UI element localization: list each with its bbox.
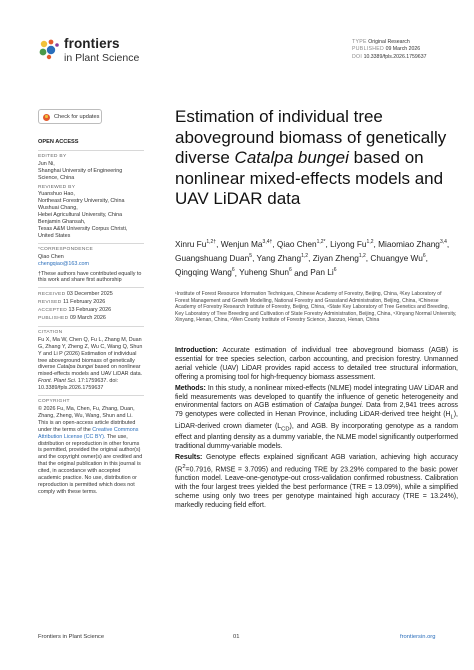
results-text: =0.7916, RMSE = 3.7095) and reducing TRE by 23.29% compared to the basic power function model. Leave-one-genotype-out cross-validation confirmed robustness. Calibration with the four largest trees yielded the best performance (TRE = 13.09%), while a simplified scheme using only two trees per genotype maintained high accuracy (TRE = 13.24%), markedly reducing field effort. bbox=[175, 465, 458, 509]
received-label: RECEIVED bbox=[38, 292, 66, 298]
author-affiliation-marker: 1,2 bbox=[366, 239, 374, 245]
type-key: TYPE bbox=[352, 39, 367, 45]
footer-page-number: 01 bbox=[233, 634, 240, 640]
published-value: 09 March 2026 bbox=[385, 46, 421, 53]
published-label: PUBLISHED bbox=[38, 316, 69, 322]
citation-label: CITATION bbox=[38, 329, 63, 335]
author-name: Guangshuang Duan bbox=[175, 253, 250, 264]
author-affiliation-marker: 6 bbox=[231, 267, 235, 274]
equal-contribution-note: †These authors have contributed equally to this work and share first authorship bbox=[38, 270, 142, 284]
brand-name: frontiers bbox=[64, 36, 120, 51]
author-name: Qiao Chen bbox=[276, 238, 317, 249]
author[interactable] bbox=[310, 267, 336, 277]
author[interactable] bbox=[257, 253, 309, 263]
author[interactable] bbox=[313, 253, 366, 263]
edited-by-label: EDITED BY bbox=[38, 153, 67, 159]
abstract-methods bbox=[175, 385, 458, 452]
methods-text: Data from 2,941 trees across 79 genotypes were collected in Henan Province, including LiDAR-derived tree height (H bbox=[175, 402, 459, 419]
results-label: Results: bbox=[175, 453, 203, 461]
author-affiliation-marker: 6 bbox=[333, 267, 337, 274]
received-date: 03 December 2025 bbox=[66, 291, 113, 298]
check-for-updates-button[interactable] bbox=[38, 109, 102, 124]
author-affiliation-marker: 3,4 bbox=[439, 239, 447, 245]
author[interactable] bbox=[370, 253, 425, 263]
frontiers-logo-icon bbox=[38, 38, 60, 60]
citation-species: Catalpa bungei bbox=[56, 364, 94, 371]
author[interactable] bbox=[175, 253, 252, 263]
title-species: Catalpa bungei bbox=[234, 148, 349, 168]
citation-authors: Fu X, Ma W, Chen Q, Fu L, Zhang M, Duan G, Zhang Y, Zheng Z, Wu C, Wang Q, Shun Y and Li P (2026) Estimation of individual tree aboveground biomass of genetically diverse bbox=[38, 336, 143, 371]
author-name: Yuheng Shun bbox=[239, 267, 289, 278]
accepted-label: ACCEPTED bbox=[38, 308, 68, 314]
check-updates-icon bbox=[43, 114, 50, 121]
citation-journal: Front. Plant Sci. bbox=[38, 378, 77, 385]
author-affiliation-marker: 5 bbox=[249, 253, 253, 260]
copyright-post: The use, distribution or reproduction in other forums is permitted, provided the original author(s) and the copyright owner(s) are credited and that the original publication in this journal is cited, in accordance with accepted academic practice. No use, distribution or reproduction is permitted which does not comply with these terms. bbox=[38, 433, 143, 495]
author[interactable] bbox=[378, 239, 447, 249]
methods-label: Methods: bbox=[175, 384, 206, 392]
author-name: Xinru Fu bbox=[175, 238, 207, 249]
author-list: Xinru $Fu^{1,2\dagger}$, Wenjun $Ma^{3,4\dagger}$, Qiao Chen$^{1,2*}$, Liyong Fu$^{1,2}$, Miaomiao Zhang$^{3,4}$, Guangshuang Duan$^5$, Yang Zhang$^{1,2}$, Ziyan Zheng$^{1,2}$, Chuangye Wu$^6$, Qingqing Wang$^6$, Yuheng Shun$^6$ and Pan Li$^6$ bbox=[175, 238, 450, 278]
author-name: Ziyan Zheng bbox=[312, 253, 359, 264]
reviewer-affiliation: Texas A&M University Corpus Christi, United States bbox=[38, 225, 128, 239]
results-text: Genotype effects explained significant AGB variation, achieving high accuracy (R bbox=[175, 453, 458, 473]
editor-name: Jun Ni, bbox=[38, 160, 55, 167]
author-name: Chuangye Wu bbox=[370, 253, 423, 264]
abstract-results bbox=[175, 454, 458, 511]
reviewer-name: Wushuai Chang, bbox=[38, 205, 78, 212]
methods-text: ), LiDAR-derived crown diameter (L bbox=[175, 411, 458, 430]
reviewer-name: Yuanshuo Hao, bbox=[38, 191, 75, 198]
reviewer-affiliation: Northeast Forestry University, China bbox=[38, 198, 125, 205]
author-name: Wenjun Ma bbox=[220, 238, 263, 249]
article-title bbox=[175, 107, 455, 210]
r-squared-superscript: 2 bbox=[182, 463, 186, 470]
published-date: 09 March 2026 bbox=[69, 315, 106, 322]
author-name: Qingqing Wang bbox=[175, 267, 232, 278]
abstract bbox=[175, 347, 458, 513]
author-affiliation-marker: 1,2 bbox=[358, 253, 366, 260]
author[interactable] bbox=[175, 239, 216, 249]
author-affiliation-marker: 1,2† bbox=[206, 239, 217, 245]
methods-text: In this study, a nonlinear mixed-effects (NLME) model integrating UAV LiDAR and field measurements was developed to quantify the influence of genetic heterogeneity and environmental factors on AGB estimation of bbox=[175, 384, 458, 410]
open-access-label: OPEN ACCESS bbox=[38, 139, 79, 145]
revised-date: 11 February 2026 bbox=[63, 299, 106, 306]
title-part2: based on nonlinear mixed-effects models and UAV LiDAR data bbox=[175, 148, 444, 209]
methods-species: Catalpa bungei. bbox=[314, 402, 364, 410]
author[interactable] bbox=[175, 267, 235, 277]
copyright-label: COPYRIGHT bbox=[38, 399, 70, 405]
sidebar bbox=[38, 139, 144, 496]
author-name: Yang Zhang bbox=[256, 253, 302, 264]
intro-label: Introduction: bbox=[175, 347, 218, 354]
doi-key: DOI bbox=[352, 53, 363, 60]
author-name: Pan Li bbox=[310, 267, 334, 278]
author[interactable] bbox=[221, 239, 273, 249]
citation-volume: 17:1759637. bbox=[77, 378, 108, 385]
accepted-date: 13 February 2026 bbox=[68, 307, 112, 314]
editor-affiliation: Shanghai University of Engineering Science, China bbox=[38, 167, 123, 181]
published-key: PUBLISHED bbox=[352, 46, 385, 53]
author[interactable] bbox=[239, 267, 292, 277]
methods-text: ), and AGB. By incorporating genotype as a random effect and planting density as a dummy variable, the NLME model significantly outperformed traditional dummy-variable models. bbox=[175, 422, 458, 450]
correspondence-label: *CORRESPONDENCE bbox=[38, 246, 94, 252]
author[interactable] bbox=[330, 239, 373, 249]
author-affiliation-marker: 1,2 bbox=[301, 253, 309, 260]
crown-subscript: CD bbox=[281, 426, 290, 433]
author-affiliation-marker: 3,4† bbox=[262, 239, 273, 245]
intro-text: Accurate estimation of individual tree aboveground biomass (AGB) is essential for tree species selection, carbon accounting, and precision forestry. Unmanned aerial vehicle (UAV) LiDAR provides rapid access to detailed tree structural information, offering a promising tool for high-frequency biomass assessment. bbox=[175, 347, 458, 381]
correspondence-email-link[interactable]: chengqiao@163.com bbox=[38, 260, 90, 267]
copyright-text bbox=[38, 406, 144, 496]
check-updates-label: Check for updates bbox=[54, 114, 100, 120]
reviewed-by-label: REVIEWED BY bbox=[38, 184, 76, 190]
citation-rest: based on nonlinear mixed-effects models and UAV LiDAR data. bbox=[38, 364, 143, 378]
height-subscript: L bbox=[450, 414, 454, 421]
author-affiliation-marker: 1,2* bbox=[316, 239, 326, 245]
abstract-introduction bbox=[175, 347, 458, 383]
doi-value[interactable]: 10.3389/fpls.2026.1759637 bbox=[363, 53, 427, 60]
citation-text bbox=[38, 337, 144, 392]
copyright-pre: © 2026 Fu, Ma, Chen, Fu, Zhang, Duan, Zhang, Zheng, Wu, Wang, Shun and Li. This is an open-access article distributed under the terms of the bbox=[38, 406, 136, 433]
author-affiliation-marker: 6 bbox=[422, 253, 426, 260]
cc-by-license-link[interactable]: Creative Commons Attribution License (CC BY). bbox=[38, 426, 139, 440]
author-name: Liyong Fu bbox=[330, 238, 367, 249]
footer-site-link[interactable]: frontiersin.org bbox=[400, 634, 436, 640]
citation-doi[interactable]: doi: 10.3389/fpls.2026.1759637 bbox=[38, 378, 119, 392]
type-value: Original Research bbox=[368, 39, 410, 45]
revised-label: REVISED bbox=[38, 300, 62, 306]
author-affiliation-marker: 6 bbox=[288, 267, 292, 274]
correspondence-name: Qiao Chen bbox=[38, 253, 64, 260]
reviewer-affiliation: Hebei Agricultural University, China bbox=[38, 212, 123, 219]
author-name: Miaomiao Zhang bbox=[378, 238, 440, 249]
reviewer-name: Benjamin Ghansah, bbox=[38, 219, 86, 226]
journal-name: in Plant Science bbox=[64, 52, 140, 64]
article-meta bbox=[352, 39, 426, 61]
affiliations: ¹Institute of Forest Resource Information Techniques, Chinese Academy of Forestry, Beijing, China, ²Key Laboratory of Forest Management and Growth Modelling, National Forestry and Grassland Administration, Beijing, China, ³Chinese Academy of Forestry Research Institute of Forestry, Beijing, China, ⁴State Key Laboratory of Tree Genetics and Breeding, Key Laboratory of Tree Breeding and Cultivation of State Forestry Administration, Beijing, China, ⁵Xinyang Normal University, Xinyang, Henan, China, ⁶Wen County Institute of Forestry Science, Jiaozuo, Henan, China bbox=[175, 291, 457, 324]
title-part1: Estimation of individual tree aboveground biomass of genetically diverse bbox=[175, 107, 447, 168]
footer-journal: Frontiers in Plant Science bbox=[38, 634, 105, 640]
author[interactable] bbox=[277, 239, 326, 249]
